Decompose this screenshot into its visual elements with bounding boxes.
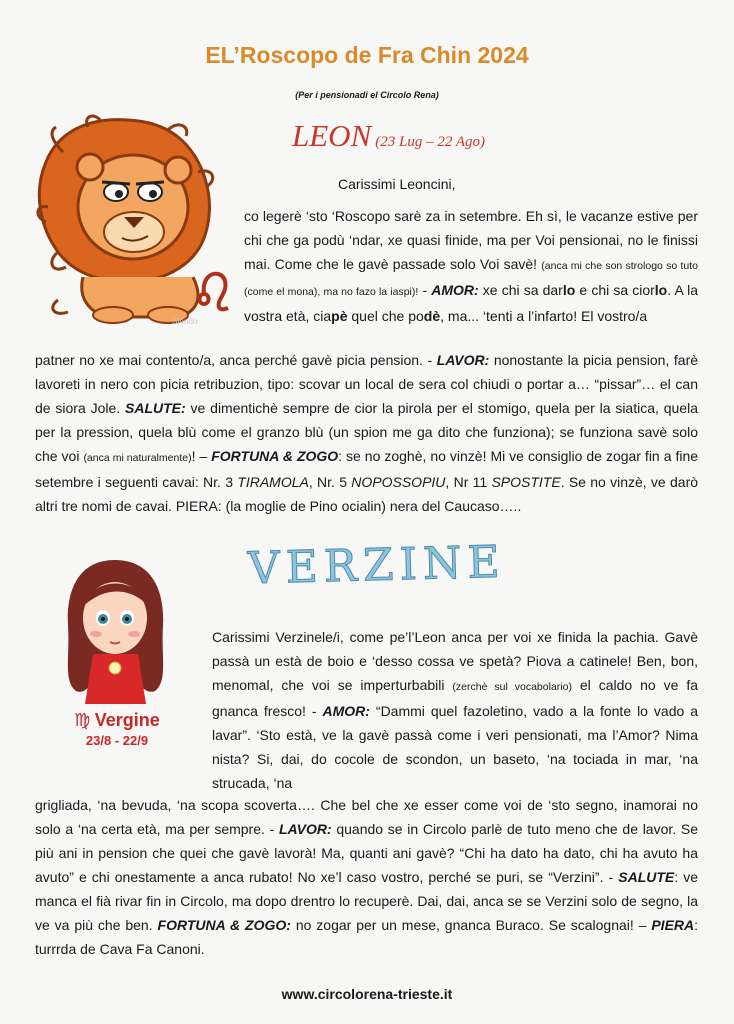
horse-name: SPOSTITE — [491, 474, 561, 490]
leon-sign-dates: (23 Lug – 22 Ago) — [375, 134, 485, 150]
verzine-lavor-label: LAVOR: — [279, 821, 332, 837]
verzine-salute-label: SALUTE — [618, 869, 675, 885]
horse-name: NOPOSSOPIU — [351, 474, 446, 490]
page-title: EL’Roscopo de Fra Chin 2024 — [205, 42, 529, 68]
leon-greeting: Carissimi Leoncini, — [338, 176, 456, 192]
footer-url: www.circolorena-trieste.it — [281, 986, 453, 1002]
vergine-label: ♍ Vergine 23/8 - 22/9 — [74, 710, 160, 748]
image-watermark: Sfondo — [172, 317, 198, 326]
virgo-symbol-icon: ♍ — [74, 710, 91, 730]
leon-fortuna-label: FORTUNA & ZOGO — [211, 448, 339, 464]
leo-symbol-icon — [196, 268, 236, 314]
horse-name: TIRAMOLA — [237, 474, 309, 490]
leon-paragraph-top: co legerè ‘sto ‘Roscopo sarè za in setembre. Eh sì, le vacanze estive per chi che ga podù ‘ndar, xe quasi finide, ma per Voi pensionai, no le finissi mai. Come che le gavè passade solo Voi savè! (anca mi che son strologo so tuto (come el mona), ma no fazo la iaspi)! - AMOR: xe chi sa darlo e chi sa ciorlo. A la vostra età, ciapè quel che podè, ma... ‘tenti a l’infarto! El vostro/a — [244, 208, 699, 324]
verzine-piera-label: PIERA — [651, 917, 695, 933]
leon-heading — [292, 118, 485, 154]
verzine-heading: VERZINE — [247, 536, 507, 595]
page-subtitle: (Per i pensionadi el Circolo Rena) — [295, 90, 439, 100]
virgo-girl-illustration — [58, 556, 173, 706]
leon-sign-name: LEON — [292, 118, 372, 153]
verzine-fortuna-label: FORTUNA & ZOGO: — [157, 917, 291, 933]
leon-paragraph-full: patner no xe mai contento/a, anca perché gavè picia pension. - LAVOR: nonostante la picia pension, farè lavoreti in nero con picia retribuzion, tipo: scovar un local de sera col chiudi o portar a… “pissar”… el can de siora Jole. SALUTE: ve dimentichè sempre de cior la pirola per el stomigo, quela per la siatica, quela per la pression, quela blù come el granzo blù (un spion me ga dito che funziona); se funziona savè solo che voi (anca mi naturalmente)! – FORTUNA & ZOGO: se no zoghè, no vinzè! Mi ve consiglio de zogar fin a fine setembre i seguenti cavai: Nr. 3 TIRAMOLA, Nr. 5 NOPOSSOPIU, Nr 11 SPOSTITE. Se no vinzè, ve darò altri tre nomi de cavai. PIERA: (la moglie de Pino ocialin) nera del Caucaso….. — [35, 352, 699, 514]
verzine-amor-label: AMOR: — [322, 703, 370, 719]
verzine-paragraph-top: Carissimi Verzinele/i, come pe’l’Leon anca per voi xe finida la pachia. Gavè passà un està de boio e ‘desso cossa ve spetà? Piova a catinele! Ben, bon, menomal, che voi se imperturbabili (zerchè sul vocabolario) el caldo no ve fa gnanca fresco! - AMOR: “Dammi quel fazoletino, vado a la fonte lo vado a lavar”. ‘Sto està, ve la gavè passà come i veri pensionati, ma l’Amor? Nima nista? Si, dai, do cocole de scondon, un baseto, ‘na tociada in mar, ‘na strucada, ‘na — [212, 629, 699, 791]
leon-amor-label: AMOR: — [431, 282, 479, 298]
verzine-paragraph-full: grigliada, ‘na bevuda, ‘na scopa scoverta…. Che bel che xe esser come voi de ‘sto segno, inamorai no solo a ‘na certa età, ma per sempre. - LAVOR: quando se in Circolo parlè de tuto meno che de lavor. Se più ani in pension che quei che gavè lavorà! Ma, quanti ani gavè? “Chi ha dato ha dato, chi ha avuto ha avuto” e chi onestamente a anca rubato! No xe’l caso vostro, perché se puri, se “Verzini”. - SALUTE: ve manca el fià rivar fin in Circolo, ma dopo drentro lo recuperè. Dai, dai, anca se se Verzini solo de segno, la ve va più che ben. FORTUNA & ZOGO: no zogar per un mese, gnanca Buraco. Se scalognai! – PIERA: turrrda de Cava Fa Canoni. — [35, 797, 699, 957]
leon-lavor-label: LAVOR: — [436, 352, 490, 368]
leon-salute-label: SALUTE: — [125, 400, 186, 416]
